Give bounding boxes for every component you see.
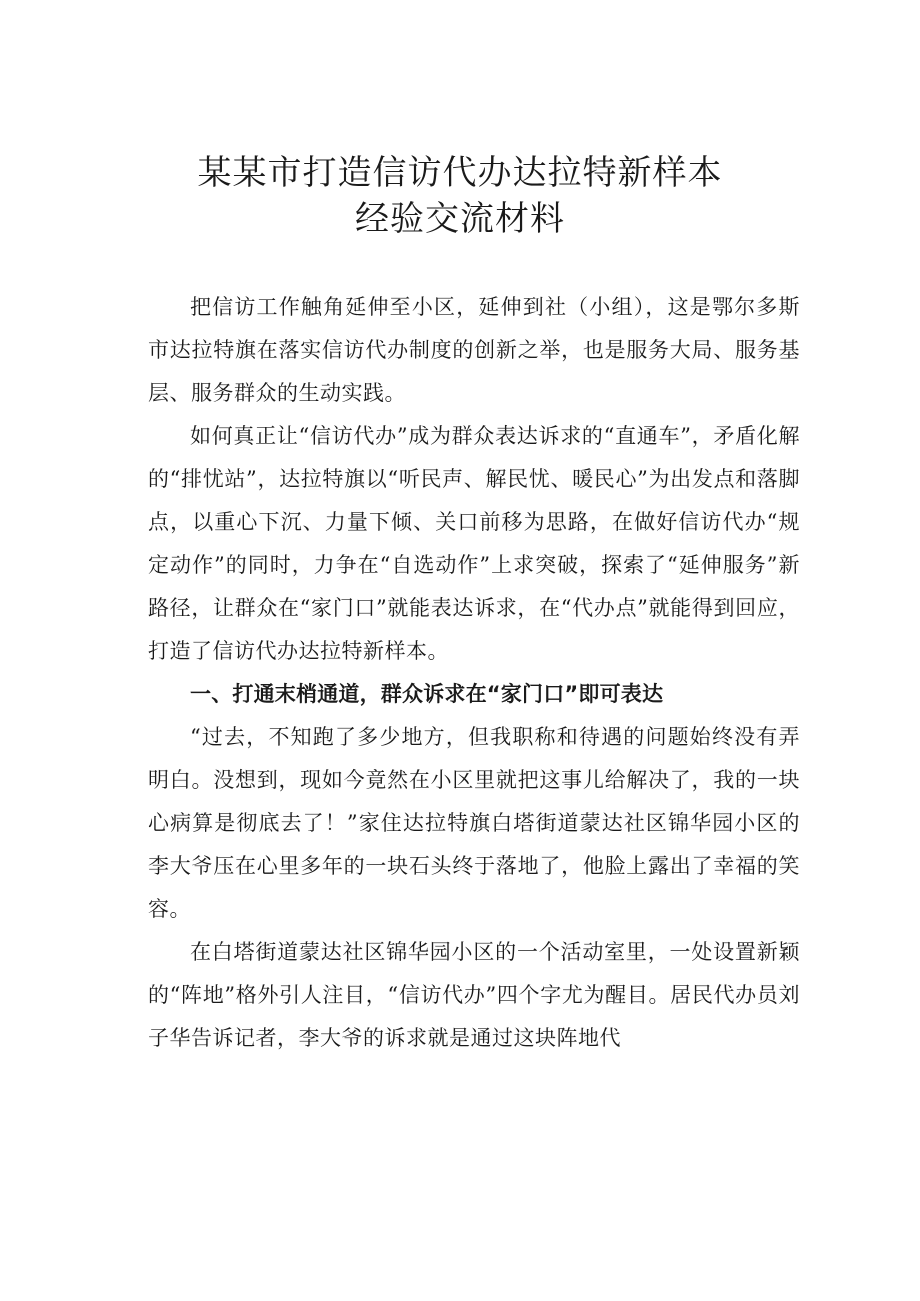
title-line-2: 经验交流材料 (355, 199, 565, 239)
document-body (148, 286, 800, 1060)
section1-paragraph-1: “过去，不知跑了多少地方，但我职称和待遇的问题始终没有弄明白。没想到，现如今竟然在小区里就把这事儿给解决了，我的一块心病算是彻底去了！”家住达拉特旗白塔街道蒙达社区锦华园小区的李大爷压在心里多年的一块石头终于落地了，他脸上露出了幸福的笑容。 (148, 725, 800, 921)
document-title (0, 150, 920, 242)
intro-paragraph-1: 把信访工作触角延伸至小区，延伸到社（小组），这是鄂尔多斯市达拉特旗在落实信访代办制度的创新之举，也是服务大局、服务基层、服务群众的生动实践。 (148, 295, 800, 405)
section-heading-1: 一、打通末梢通道，群众诉求在“家门口”即可表达 (190, 682, 664, 706)
section1-paragraph-2: 在白塔街道蒙达社区锦华园小区的一个活动室里，一处设置新颖的“阵地”格外引人注目，“信访代办”四个字尤为醒目。居民代办员刘子华告诉记者，李大爷的诉求就是通过这块阵地代 (148, 940, 800, 1050)
title-line-1: 某某市打造信访代办达拉特新样本 (197, 153, 723, 193)
intro-paragraph-2: 如何真正让“信访代办”成为群众表达诉求的“直通车”，矛盾化解的“排忧站”，达拉特旗以“听民声、解民忧、暖民心”为出发点和落脚点，以重心下沉、力量下倾、关口前移为思路，在做好信访代办“规定动作”的同时，力争在“自选动作”上求突破，探索了“延伸服务”新路径，让群众在“家门口”就能表达诉求，在“代办点”就能得到回应，打造了信访代办达拉特新样本。 (148, 424, 800, 663)
